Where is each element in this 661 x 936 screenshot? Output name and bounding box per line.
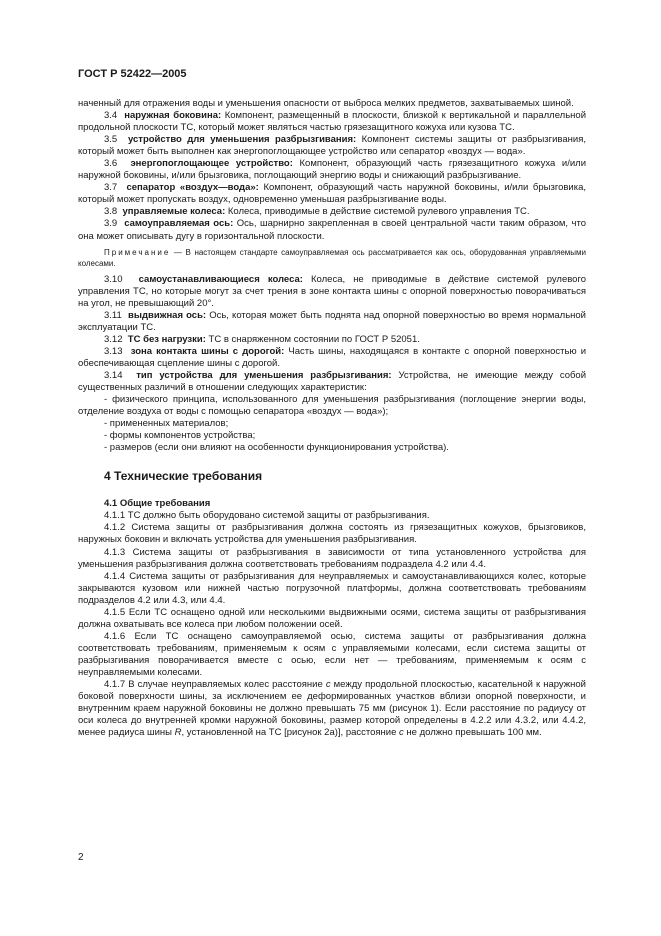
note-text: — В настоящем стандарте самоуправляемая ось рассматривается как ось, оборудованная управляемыми колесами. (78, 247, 586, 269)
term: сепаратор «воздух—вода»: (126, 182, 259, 194)
requirement-4-1-6: 4.1.6 Если ТС оснащено самоуправляемой осью, система защиты от разбрызгивания должна соответствовать требованиям, применяемым к осям с управляемыми колесами, если система защиты от разбрызгивания поворачивается вместе с осью, если нет — требованиям, применяемым к осям с неуправляемыми колесами. (78, 630, 586, 678)
requirement-4-1-2: 4.1.2 Система защиты от разбрызгивания должна состоять из грязезащитных кожухов, брызговиков, наружных боковин и включать устройства для уменьшения разбрызгивания. (78, 522, 586, 546)
clause-number: 3.7 (104, 182, 118, 194)
definition-text: Ось, шарнирно закрепленная в своей центральной части таким образом, что она может описывать дугу в горизонтальной плоскости. (78, 218, 586, 242)
requirement-4-1-3: 4.1.3 Система защиты от разбрызгивания в зависимости от типа установленного устройства для уменьшения разбрызгивания должна соответствовать требованиям подраздела 4.2 или 4.4. (78, 546, 586, 570)
text-part: 4.1.7 В случае неуправляемых колес расстояние (104, 679, 326, 691)
clause-number: 3.9 (104, 218, 118, 230)
definition-text: Устройства, не имеющие между собой существенных различий в отношении следующих характеристик: (78, 369, 587, 393)
section-heading: 4 Технические требования (104, 469, 263, 484)
clause-number: 3.5 (104, 134, 118, 146)
clause-number: 3.14 (104, 369, 123, 381)
definition-3-11 (78, 310, 586, 334)
definition-text: Компонент системы защиты от разбрызгивания, который может быть выполнен как энергопоглощающее устройство или сепаратор «воздух — вода». (78, 134, 586, 158)
definition-text: Часть шины, находящаяся в контакте с опорной поверхностью и обеспечивающая сцепление шины с дорогой. (78, 345, 586, 369)
term: энергопоглощающее устройство: (130, 158, 293, 170)
clause-number: 3.8 (104, 206, 118, 218)
variable-r: R (174, 727, 182, 739)
definition-text: Ось, которая может быть поднята над опорной поверхностью во время нормальной эксплуатации ТС. (78, 309, 586, 333)
note (78, 247, 586, 270)
requirement-4-1-5: 4.1.5 Если ТС оснащено одной или несколькими выдвижными осями, система защиты от разбрызгивания должна охватывать все колеса при любом положении осей. (78, 606, 586, 630)
definition-3-13 (78, 346, 586, 370)
list-item: - физического принципа, использованного для уменьшения разбрызгивания (поглощение энергии воды, отделение воздуха от воды с помощью сепаратора «воздух — вода»); (78, 394, 586, 418)
definition-3-5 (78, 134, 586, 158)
term: наружная боковина: (124, 110, 222, 122)
term: ТС без нагрузки: (127, 333, 206, 345)
term: самоуправляемая ось: (124, 218, 234, 230)
definition-3-12 (78, 334, 586, 346)
term: управляемые колеса: (122, 206, 226, 218)
definition-text: Компонент, образующий часть наружной боковины, и/или брызговика, который может пропускать воздух, одновременно уменьшая разбрызгивание воды. (78, 182, 587, 206)
clause-number: 3.11 (104, 309, 122, 321)
definition-3-7 (78, 182, 586, 206)
definition-text: ТС в снаряженном состоянии по ГОСТ Р 52051. (205, 333, 420, 345)
term: устройство для уменьшения разбрызгивания: (127, 134, 357, 146)
definition-3-8 (78, 206, 586, 218)
term: выдвижная ось: (128, 309, 207, 321)
definition-text: Компонент, образующий часть грязезащитного кожуха и/или наружной боковины, и/или брызговика, поглощающий энергию воды и снижающий разбрызгивание. (78, 158, 587, 182)
list-item: - формы компонентов устройства; (104, 430, 256, 442)
definition-3-14 (78, 370, 586, 394)
note-label: Примечание (104, 247, 171, 257)
clause-number: 3.4 (104, 110, 118, 122)
term: тип устройства для уменьшения разбрызгивания: (136, 369, 392, 381)
page-number: 2 (78, 852, 84, 863)
clause-number: 3.13 (104, 345, 123, 357)
definition-3-9 (78, 218, 586, 242)
definition-3-4 (78, 110, 586, 134)
term: зона контакта шины с дорогой: (130, 345, 285, 357)
document-body (78, 98, 586, 739)
requirement-4-1-7 (78, 679, 586, 739)
clause-number: 3.10 (104, 273, 123, 285)
requirement-4-1-4: 4.1.4 Система защиты от разбрызгивания для неуправляемых и самоустанавливающихся колес, которые закрываются кузовом или нижней частью погрузочной платформы, должна соответствовать требованиям подразделов 4.2 или 4.3, или 4.4. (78, 570, 586, 606)
definition-3-10 (78, 274, 586, 310)
variable-c: с (399, 727, 404, 739)
definition-text: Компонент, размещенный в плоскости, близкой к вертикальной и параллельной продольной плоскости ТС, который может являться частью грязезащитного кожуха или кузова ТС. (78, 110, 587, 134)
term: самоустанавливающиеся колеса: (138, 273, 303, 285)
definition-3-6 (78, 158, 586, 182)
clause-number: 3.12 (104, 333, 123, 345)
document-header: ГОСТ Р 52422—2005 (78, 68, 187, 80)
definition-text: Колеса, приводимые в действие системой рулевого управления ТС. (225, 206, 530, 218)
list-item: - примененных материалов; (104, 418, 229, 430)
subsection-heading (78, 498, 586, 510)
intro-paragraph: наченный для отражения воды и уменьшения опасности от выброса мелких предметов, захватываемых шиной. (78, 98, 574, 109)
clause-number: 3.6 (104, 158, 118, 170)
text-part: между продольной плоскостью, касательной к наружной боковой поверхности шины, за исключением ее деформированных участков вблизи опорной поверхности, и внутренним краем наружной боковины не должно превышать 75 мм (рисунок 1). Если расстояние по радиусу от оси колеса до внутренней кромки наружной боковины, размер которой определены в 4.2.2 или 4.3.2, или 4.4.2, менее радиуса шины (78, 679, 586, 739)
text-part: , установленной на ТС [рисунок 2а)], расстояние (181, 727, 400, 739)
list-item: - размеров (если они влияют на особенности функционирования устройства). (104, 442, 449, 454)
definition-text: Колеса, не приводимые в действие системой рулевого управления ТС, но которые могут за счет трения в зоне контакта шины с опорной поверхностью поворачиваться на угол, не превышающий 20°. (78, 273, 587, 309)
text-part: не должно превышать 100 мм. (403, 727, 542, 739)
requirement-4-1-1: 4.1.1 ТС должно быть оборудовано системой защиты от разбрызгивания. (104, 510, 430, 522)
variable-c: с (325, 679, 331, 691)
subsection-title: 4.1 Общие требования (104, 498, 211, 510)
